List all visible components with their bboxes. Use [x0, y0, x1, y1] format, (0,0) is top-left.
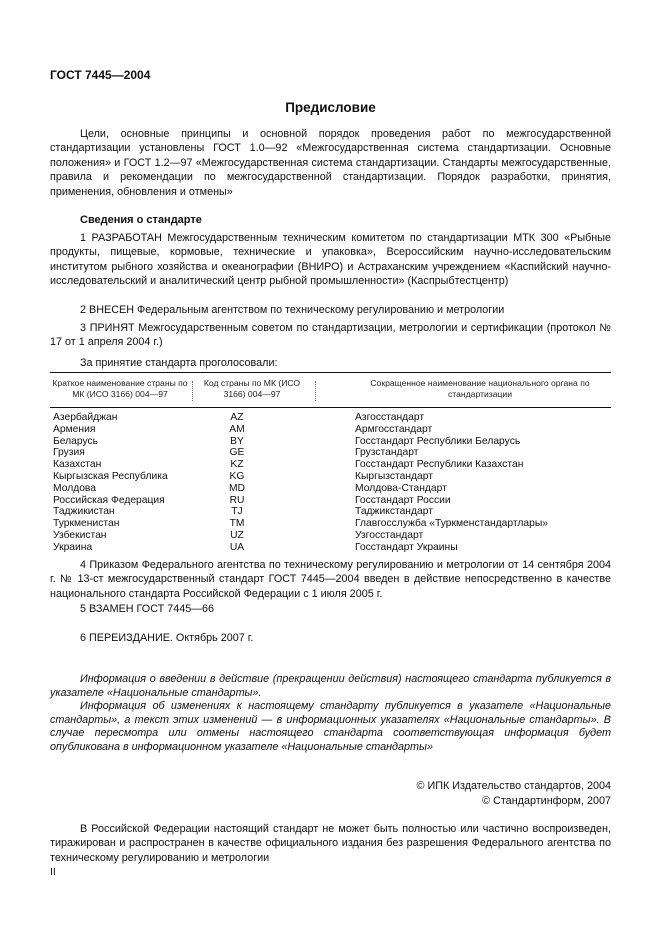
copyright-ipk: © ИПК Издательство стандартов, 2004	[416, 780, 611, 792]
body-cell: Грузстандарт	[355, 447, 419, 459]
country-cell: Казахстан	[53, 459, 102, 471]
item-2: 2 ВНЕСЕН Федеральным агентством по техническому регулированию и метрологии	[80, 304, 505, 316]
code-cell: MD	[228, 482, 245, 494]
code-cell: TM	[229, 518, 245, 530]
table-row	[50, 459, 611, 471]
voted-caption: За принятие стандарта проголосовали:	[80, 357, 278, 369]
body-cell: Главгосслужба «Туркменстандартлары»	[355, 518, 548, 530]
table-row	[50, 530, 611, 542]
body-cell: Азгосстандарт	[355, 412, 425, 423]
code-cell: KG	[229, 470, 245, 482]
country-cell: Украина	[53, 541, 93, 553]
intro-paragraph: Цели, основные принципы и основной порядок проведения работ по межгосударственной стандартизации установлены ГОСТ 1.0—92 «Межгосударственная система стандартизации. Основные положения» и ГОСТ 1.2—97 «Межгосударственная система стандартизации. Стандарты межгосударственные, правила и рекомендации по межгосударственной стандартизации. Порядок разработки, принятия, применения, обновления и отмены»	[50, 128, 611, 198]
code-cell: BY	[230, 435, 244, 447]
header-country: Краткое наименование страны по МК (ИСО 3166) 004—97	[52, 378, 188, 399]
table-header	[50, 372, 611, 408]
table-row	[50, 447, 611, 459]
body-cell: Узгосстандарт	[355, 529, 424, 541]
code-cell: KZ	[230, 459, 244, 471]
table-row	[50, 471, 611, 483]
country-cell: Кыргызская Республика	[53, 470, 168, 482]
item-5: 5 ВЗАМЕН ГОСТ 7445—66	[80, 603, 215, 615]
table-row	[50, 495, 611, 507]
country-cell: Грузия	[53, 447, 85, 459]
table-row	[50, 424, 611, 436]
table-row	[50, 518, 611, 530]
info-heading: Сведения о стандарте	[80, 214, 202, 226]
country-cell: Узбекистан	[53, 529, 107, 541]
doc-code: ГОСТ 7445—2004	[50, 68, 151, 82]
country-cell: Российская Федерация	[53, 494, 165, 506]
body-cell: Госстандарт Республики Казахстан	[355, 459, 524, 471]
page-title: Предисловие	[285, 100, 376, 115]
code-cell: UZ	[230, 529, 244, 541]
table-row	[50, 506, 611, 518]
country-cell: Армения	[53, 423, 96, 435]
code-cell: AZ	[230, 412, 244, 423]
item-6: 6 ПЕРЕИЗДАНИЕ. Октябрь 2007 г.	[80, 632, 254, 644]
item-4: 4 Приказом Федерального агентства по техническому регулированию и метрологии от 14 сентября 2004 г. № 13-ст межгосударственный стандарт ГОСТ 7445—2004 введен в действие непосредственно в качестве национального стандарта Российской Федерации с 1 июля 2005 г.	[50, 559, 611, 600]
page-number: II	[50, 866, 56, 878]
header-body: Сокращенное наименование национального органа по стандартизации	[370, 378, 590, 399]
notice-introduction: Информация о введении в действие (прекращении действия) настоящего стандарта публикуется в указателе «Национальные стандарты».	[50, 673, 611, 699]
column-divider	[315, 381, 316, 401]
body-cell: Молдова-Стандарт	[355, 482, 447, 494]
item-1: 1 РАЗРАБОТАН Межгосударственным техническим комитетом по стандартизации МТК 300 «Рыбные продукты, пищевые, кормовые, технические и упаковка», Всероссийским научно-исследовательским институтом рыбного хозяйства и океанографии (ВНИРО) и Астраханским учреждением «Каспийский научно-исследовательский и аналитический центр рыбной промышленности» (Каспрыбтестцентр)	[50, 232, 611, 288]
country-cell: Беларусь	[53, 435, 99, 447]
country-cell: Таджикистан	[53, 506, 115, 518]
notice-changes: Информация об изменениях к настоящему стандарту публикуется в указателе «Национальные стандарты», а текст этих изменений — в информационных указателях «Национальные стандарты». В случае пересмотра или отмены настоящего стандарта соответствующая информация будет опубликована в информационном указателе «Национальные стандарты»	[50, 700, 611, 753]
country-cell: Туркменистан	[53, 518, 120, 530]
country-cell: Молдова	[53, 482, 97, 494]
code-cell: TJ	[231, 506, 243, 518]
code-cell: AM	[229, 423, 245, 435]
copyright-standartinform: © Стандартинформ, 2007	[482, 795, 611, 807]
legal-notice: В Российской Федерации настоящий стандарт не может быть полностью или частично воспроизведен, тиражирован и распространен в качестве официального издания без разрешения Федерального агентства по техническому регулированию и метрологии	[50, 823, 611, 864]
table-row	[50, 436, 611, 448]
code-cell: RU	[229, 494, 245, 506]
code-cell: UA	[229, 541, 245, 553]
body-cell: Госстандарт Республики Беларусь	[355, 435, 521, 447]
header-code: Код страны по МК (ИСО 3166) 004—97	[203, 378, 301, 399]
country-cell: Азербайджан	[53, 412, 118, 423]
body-cell: Таджикстандарт	[355, 506, 433, 518]
body-cell: Госстандарт России	[355, 494, 451, 506]
code-cell: GE	[229, 447, 245, 459]
body-cell: Кыргызстандарт	[355, 470, 434, 482]
table-row	[50, 483, 611, 495]
voting-table	[50, 372, 611, 554]
table-row	[50, 412, 611, 424]
item-3: 3 ПРИНЯТ Межгосударственным советом по стандартизации, метрологии и сертификации (протокол № 17 от 1 апреля 2004 г.)	[50, 322, 611, 349]
body-cell: Госстандарт Украины	[355, 541, 458, 553]
body-cell: Армгосстандарт	[355, 423, 433, 435]
table-row	[50, 542, 611, 554]
